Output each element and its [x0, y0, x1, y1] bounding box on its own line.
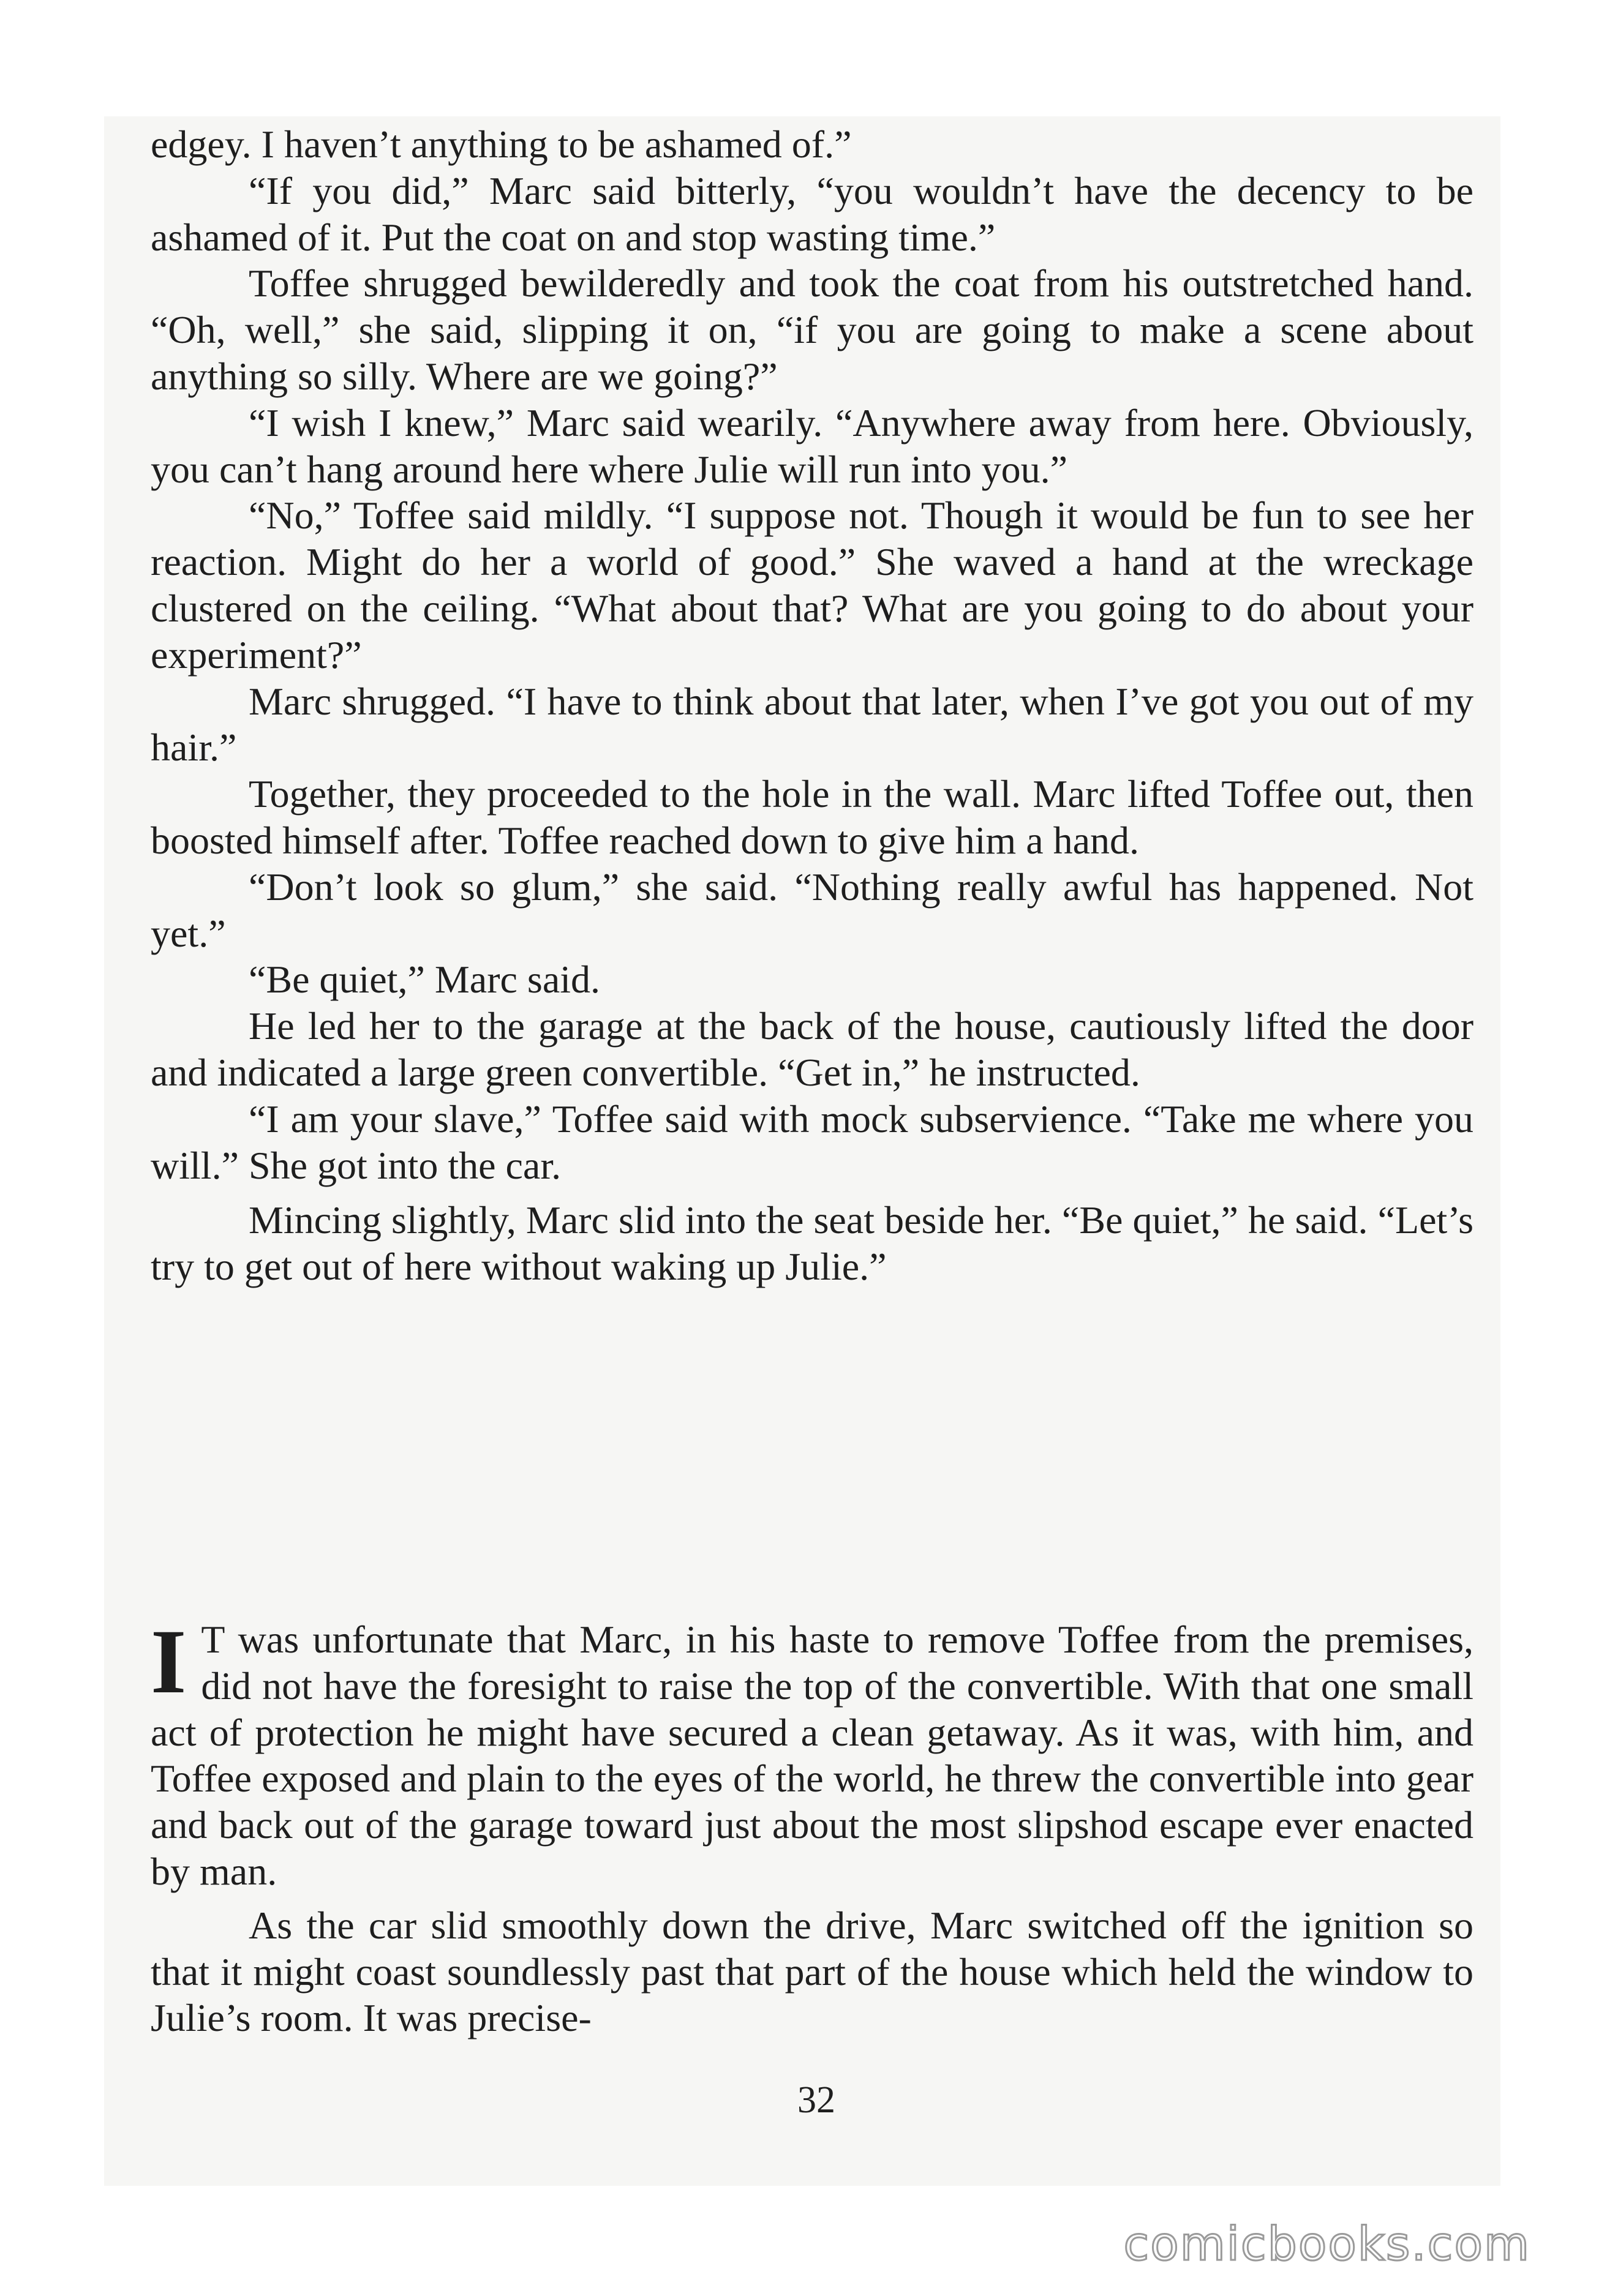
- paragraph: “I wish I knew,” Marc said wearily. “Anywhere away from here. Obviously, you can’t hang around here where Julie will run into you.”: [151, 400, 1473, 491]
- paragraph: “No,” Toffee said mildly. “I suppose not. Though it would be fun to see her reaction. Might do her a world of good.” She waved a hand at the wreckage clustered on the ceiling. “What about that? What are you going to do about your experiment?”: [151, 493, 1473, 677]
- paragraph-continued: edgey. I haven’t anything to be ashamed of.”: [151, 122, 852, 166]
- story-text: [151, 121, 1473, 1290]
- paragraph: As the car slid smoothly down the drive, Marc switched off the ignition so that it might coast soundlessly past that part of the house which held the window to Julie’s room. It was precise-: [151, 1903, 1473, 2040]
- paragraph: “Don’t look so glum,” she said. “Nothing really awful has happened. Not yet.”: [151, 865, 1473, 955]
- paragraph: “Be quiet,” Marc said.: [249, 958, 600, 1002]
- page-number: 32: [797, 2079, 835, 2121]
- paragraph: “If you did,” Marc said bitterly, “you wouldn’t have the decency to be ashamed of it. Put the coat on and stop wasting time.”: [151, 168, 1473, 259]
- watermark-logo: comicbooks.com: [1123, 2216, 1530, 2271]
- paragraph: Toffee shrugged bewilderedly and took the coat from his outstretched hand. “Oh, well,” she said, slipping it on, “if you are going to make a scene about anything so silly. Where are we going?”: [151, 261, 1473, 398]
- section-text: [151, 1611, 1473, 2041]
- section-opening-text: T was unfortunate that Marc, in his haste to remove Toffee from the premises, did not have the foresight to raise the top of the convertible. With that one small act of protection he might have secured a clean getaway. As it was, with him, and Toffee exposed and plain to the eyes of the world, he threw the convertible into gear and back out of the garage toward just about the most slipshod escape ever enacted by man.: [151, 1618, 1473, 1893]
- drop-cap: I: [151, 1611, 187, 1713]
- paragraph: Together, they proceeded to the hole in the wall. Marc lifted Toffee out, then boosted himself after. Toffee reached down to give him a hand.: [151, 772, 1473, 862]
- paragraph: He led her to the garage at the back of the house, cautiously lifted the door and indicated a large green convertible. “Get in,” he instructed.: [151, 1004, 1473, 1094]
- paragraph: Marc shrugged. “I have to think about that later, when I’ve got you out of my hair.”: [151, 679, 1473, 770]
- paragraph: Mincing slightly, Marc slid into the seat beside her. “Be quiet,” he said. “Let’s try to get out of here without waking up Julie.”: [151, 1198, 1473, 1289]
- section-opening-paragraph: [151, 1611, 1473, 1895]
- paragraph: “I am your slave,” Toffee said with mock subservience. “Take me where you will.” She got into the car.: [151, 1097, 1473, 1187]
